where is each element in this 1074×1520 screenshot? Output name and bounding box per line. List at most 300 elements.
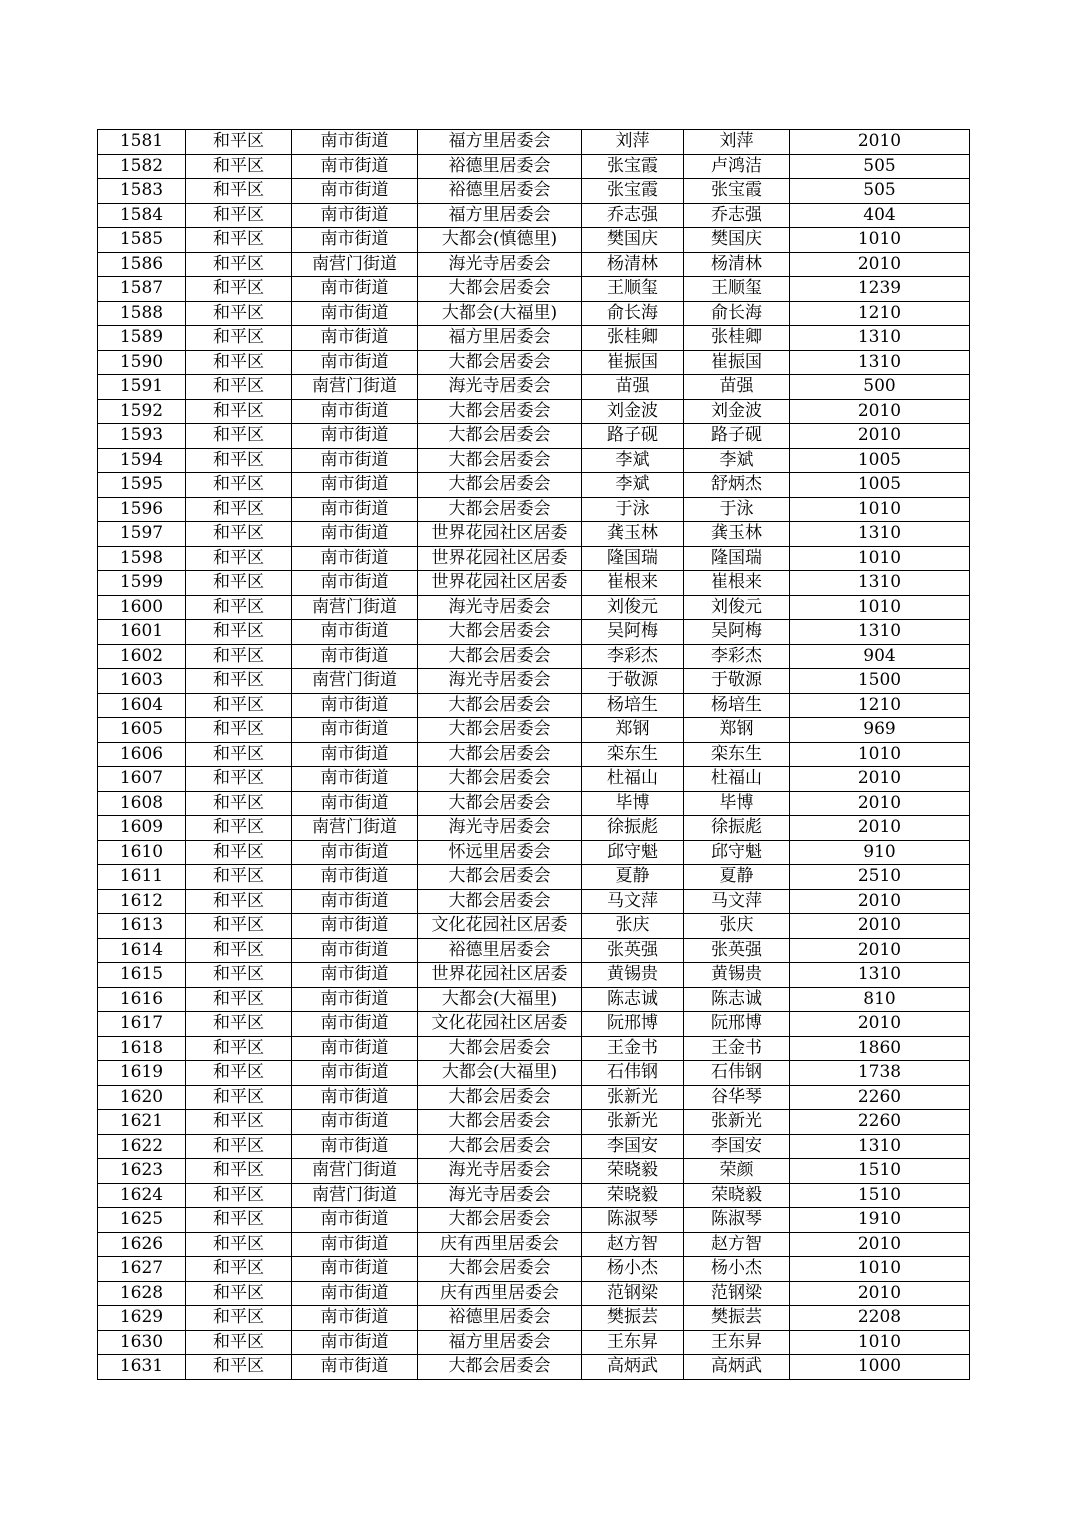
row-number-cell: 1619: [98, 1061, 186, 1086]
amount-cell: 1310: [790, 1134, 970, 1159]
applicant-cell: 杨培生: [582, 693, 684, 718]
committee-cell: 大都会居委会: [418, 742, 582, 767]
applicant-cell: 杨小杰: [582, 1257, 684, 1282]
row-number-cell: 1624: [98, 1183, 186, 1208]
committee-cell: 海光寺居委会: [418, 375, 582, 400]
row-number-cell: 1592: [98, 399, 186, 424]
table-row: [98, 1061, 970, 1086]
name-cell: 李彩杰: [684, 644, 790, 669]
table-row: [98, 1355, 970, 1380]
amount-cell: 2010: [790, 791, 970, 816]
committee-cell: 大都会居委会: [418, 767, 582, 792]
name-cell: 路子砚: [684, 424, 790, 449]
amount-cell: 2010: [790, 1232, 970, 1257]
street-cell: 南市街道: [292, 546, 418, 571]
district-cell: 和平区: [186, 840, 292, 865]
row-number-cell: 1627: [98, 1257, 186, 1282]
name-cell: 邱守魁: [684, 840, 790, 865]
street-cell: 南市街道: [292, 1330, 418, 1355]
district-cell: 和平区: [186, 203, 292, 228]
table-row: [98, 375, 970, 400]
row-number-cell: 1616: [98, 987, 186, 1012]
name-cell: 荣晓毅: [684, 1183, 790, 1208]
amount-cell: 2010: [790, 130, 970, 155]
name-cell: 范钢梁: [684, 1281, 790, 1306]
name-cell: 刘金波: [684, 399, 790, 424]
name-cell: 刘萍: [684, 130, 790, 155]
committee-cell: 大都会居委会: [418, 644, 582, 669]
name-cell: 苗强: [684, 375, 790, 400]
table-row: [98, 620, 970, 645]
district-cell: 和平区: [186, 546, 292, 571]
district-cell: 和平区: [186, 620, 292, 645]
street-cell: 南市街道: [292, 154, 418, 179]
street-cell: 南营门街道: [292, 595, 418, 620]
name-cell: 崔振国: [684, 350, 790, 375]
row-number-cell: 1625: [98, 1208, 186, 1233]
committee-cell: 文化花园社区居委: [418, 1012, 582, 1037]
row-number-cell: 1586: [98, 252, 186, 277]
table-row: [98, 595, 970, 620]
committee-cell: 大都会居委会: [418, 791, 582, 816]
applicant-cell: 夏静: [582, 865, 684, 890]
committee-cell: 怀远里居委会: [418, 840, 582, 865]
street-cell: 南市街道: [292, 1110, 418, 1135]
applicant-cell: 吴阿梅: [582, 620, 684, 645]
applicant-cell: 李斌: [582, 448, 684, 473]
district-cell: 和平区: [186, 399, 292, 424]
committee-cell: 海光寺居委会: [418, 252, 582, 277]
row-number-cell: 1583: [98, 179, 186, 204]
amount-cell: 2010: [790, 252, 970, 277]
district-cell: 和平区: [186, 326, 292, 351]
amount-cell: 810: [790, 987, 970, 1012]
name-cell: 龚玉林: [684, 522, 790, 547]
table-row: [98, 767, 970, 792]
street-cell: 南市街道: [292, 718, 418, 743]
table-row: [98, 448, 970, 473]
table-row: [98, 522, 970, 547]
street-cell: 南市街道: [292, 1208, 418, 1233]
street-cell: 南营门街道: [292, 252, 418, 277]
committee-cell: 大都会居委会: [418, 350, 582, 375]
committee-cell: 大都会(大福里): [418, 987, 582, 1012]
committee-cell: 裕德里居委会: [418, 154, 582, 179]
amount-cell: 1010: [790, 1330, 970, 1355]
street-cell: 南市街道: [292, 497, 418, 522]
district-cell: 和平区: [186, 693, 292, 718]
table-row: [98, 865, 970, 890]
name-cell: 杨小杰: [684, 1257, 790, 1282]
street-cell: 南市街道: [292, 350, 418, 375]
row-number-cell: 1608: [98, 791, 186, 816]
amount-cell: 1510: [790, 1159, 970, 1184]
street-cell: 南营门街道: [292, 1183, 418, 1208]
name-cell: 杨清林: [684, 252, 790, 277]
committee-cell: 海光寺居委会: [418, 816, 582, 841]
applicant-cell: 李国安: [582, 1134, 684, 1159]
row-number-cell: 1599: [98, 571, 186, 596]
committee-cell: 裕德里居委会: [418, 938, 582, 963]
committee-cell: 世界花园社区居委: [418, 963, 582, 988]
committee-cell: 福方里居委会: [418, 326, 582, 351]
applicant-cell: 李彩杰: [582, 644, 684, 669]
row-number-cell: 1610: [98, 840, 186, 865]
row-number-cell: 1591: [98, 375, 186, 400]
district-cell: 和平区: [186, 767, 292, 792]
amount-cell: 2208: [790, 1306, 970, 1331]
table-row: [98, 326, 970, 351]
row-number-cell: 1609: [98, 816, 186, 841]
street-cell: 南市街道: [292, 1232, 418, 1257]
name-cell: 刘俊元: [684, 595, 790, 620]
row-number-cell: 1588: [98, 301, 186, 326]
row-number-cell: 1598: [98, 546, 186, 571]
name-cell: 张宝霞: [684, 179, 790, 204]
row-number-cell: 1615: [98, 963, 186, 988]
name-cell: 王东昇: [684, 1330, 790, 1355]
applicant-cell: 荣晓毅: [582, 1183, 684, 1208]
amount-cell: 2010: [790, 914, 970, 939]
applicant-cell: 栾东生: [582, 742, 684, 767]
street-cell: 南市街道: [292, 1257, 418, 1282]
table-row: [98, 889, 970, 914]
amount-cell: 2010: [790, 767, 970, 792]
street-cell: 南市街道: [292, 791, 418, 816]
applicant-cell: 王金书: [582, 1036, 684, 1061]
committee-cell: 大都会居委会: [418, 1134, 582, 1159]
district-cell: 和平区: [186, 179, 292, 204]
amount-cell: 1310: [790, 326, 970, 351]
applicant-cell: 阮邢博: [582, 1012, 684, 1037]
amount-cell: 1010: [790, 497, 970, 522]
row-number-cell: 1604: [98, 693, 186, 718]
district-cell: 和平区: [186, 742, 292, 767]
table-row: [98, 1281, 970, 1306]
applicant-cell: 张宝霞: [582, 154, 684, 179]
table-row: [98, 987, 970, 1012]
district-cell: 和平区: [186, 718, 292, 743]
name-cell: 吴阿梅: [684, 620, 790, 645]
table-row: [98, 130, 970, 155]
name-cell: 俞长海: [684, 301, 790, 326]
amount-cell: 2010: [790, 424, 970, 449]
committee-cell: 大都会居委会: [418, 718, 582, 743]
street-cell: 南市街道: [292, 742, 418, 767]
table-row: [98, 693, 970, 718]
name-cell: 荣颜: [684, 1159, 790, 1184]
applicant-cell: 毕博: [582, 791, 684, 816]
row-number-cell: 1587: [98, 277, 186, 302]
district-cell: 和平区: [186, 350, 292, 375]
street-cell: 南市街道: [292, 1134, 418, 1159]
district-cell: 和平区: [186, 1232, 292, 1257]
amount-cell: 1210: [790, 301, 970, 326]
street-cell: 南市街道: [292, 301, 418, 326]
amount-cell: 1210: [790, 693, 970, 718]
name-cell: 王金书: [684, 1036, 790, 1061]
applicant-cell: 马文萍: [582, 889, 684, 914]
applicant-cell: 张英强: [582, 938, 684, 963]
amount-cell: 904: [790, 644, 970, 669]
table-row: [98, 497, 970, 522]
amount-cell: 1005: [790, 473, 970, 498]
committee-cell: 大都会居委会: [418, 865, 582, 890]
street-cell: 南市街道: [292, 865, 418, 890]
table-row: [98, 203, 970, 228]
street-cell: 南市街道: [292, 1012, 418, 1037]
table-row: [98, 1257, 970, 1282]
name-cell: 黄锡贵: [684, 963, 790, 988]
applicant-cell: 路子砚: [582, 424, 684, 449]
applicant-cell: 张新光: [582, 1110, 684, 1135]
amount-cell: 1510: [790, 1183, 970, 1208]
committee-cell: 大都会居委会: [418, 1355, 582, 1380]
street-cell: 南营门街道: [292, 669, 418, 694]
district-cell: 和平区: [186, 1159, 292, 1184]
committee-cell: 大都会居委会: [418, 448, 582, 473]
amount-cell: 2010: [790, 1281, 970, 1306]
table-row: [98, 252, 970, 277]
name-cell: 陈志诚: [684, 987, 790, 1012]
row-number-cell: 1581: [98, 130, 186, 155]
street-cell: 南市街道: [292, 938, 418, 963]
committee-cell: 裕德里居委会: [418, 1306, 582, 1331]
table-row: [98, 1012, 970, 1037]
district-cell: 和平区: [186, 375, 292, 400]
district-cell: 和平区: [186, 1183, 292, 1208]
district-cell: 和平区: [186, 1208, 292, 1233]
table-row: [98, 644, 970, 669]
applicant-cell: 刘金波: [582, 399, 684, 424]
district-cell: 和平区: [186, 889, 292, 914]
table-row: [98, 1159, 970, 1184]
district-cell: 和平区: [186, 1085, 292, 1110]
street-cell: 南市街道: [292, 889, 418, 914]
row-number-cell: 1595: [98, 473, 186, 498]
table-row: [98, 963, 970, 988]
applicant-cell: 郑钢: [582, 718, 684, 743]
name-cell: 张英强: [684, 938, 790, 963]
table-row: [98, 424, 970, 449]
district-cell: 和平区: [186, 1257, 292, 1282]
row-number-cell: 1585: [98, 228, 186, 253]
table-row: [98, 816, 970, 841]
row-number-cell: 1628: [98, 1281, 186, 1306]
amount-cell: 1910: [790, 1208, 970, 1233]
street-cell: 南市街道: [292, 130, 418, 155]
district-cell: 和平区: [186, 522, 292, 547]
table-body: [98, 130, 970, 1380]
applicant-cell: 荣晓毅: [582, 1159, 684, 1184]
table-row: [98, 1232, 970, 1257]
applicant-cell: 陈志诚: [582, 987, 684, 1012]
table-row: [98, 179, 970, 204]
row-number-cell: 1606: [98, 742, 186, 767]
applicant-cell: 范钢梁: [582, 1281, 684, 1306]
row-number-cell: 1584: [98, 203, 186, 228]
row-number-cell: 1593: [98, 424, 186, 449]
district-cell: 和平区: [186, 1036, 292, 1061]
amount-cell: 1738: [790, 1061, 970, 1086]
applicant-cell: 杜福山: [582, 767, 684, 792]
district-cell: 和平区: [186, 669, 292, 694]
district-cell: 和平区: [186, 473, 292, 498]
name-cell: 马文萍: [684, 889, 790, 914]
district-cell: 和平区: [186, 914, 292, 939]
row-number-cell: 1618: [98, 1036, 186, 1061]
committee-cell: 大都会居委会: [418, 1110, 582, 1135]
applicant-cell: 陈淑琴: [582, 1208, 684, 1233]
applicant-cell: 杨清林: [582, 252, 684, 277]
table-row: [98, 571, 970, 596]
applicant-cell: 刘萍: [582, 130, 684, 155]
committee-cell: 大都会居委会: [418, 693, 582, 718]
name-cell: 杨培生: [684, 693, 790, 718]
row-number-cell: 1603: [98, 669, 186, 694]
row-number-cell: 1630: [98, 1330, 186, 1355]
amount-cell: 1310: [790, 350, 970, 375]
table-row: [98, 669, 970, 694]
row-number-cell: 1613: [98, 914, 186, 939]
applicant-cell: 赵方智: [582, 1232, 684, 1257]
amount-cell: 1310: [790, 963, 970, 988]
street-cell: 南市街道: [292, 914, 418, 939]
applicant-cell: 高炳武: [582, 1355, 684, 1380]
amount-cell: 500: [790, 375, 970, 400]
committee-cell: 大都会居委会: [418, 1257, 582, 1282]
committee-cell: 大都会居委会: [418, 497, 582, 522]
street-cell: 南市街道: [292, 179, 418, 204]
street-cell: 南市街道: [292, 767, 418, 792]
committee-cell: 福方里居委会: [418, 203, 582, 228]
street-cell: 南市街道: [292, 522, 418, 547]
district-cell: 和平区: [186, 1330, 292, 1355]
name-cell: 栾东生: [684, 742, 790, 767]
committee-cell: 大都会居委会: [418, 473, 582, 498]
applicant-cell: 俞长海: [582, 301, 684, 326]
table-row: [98, 1036, 970, 1061]
table-row: [98, 742, 970, 767]
table-row: [98, 399, 970, 424]
name-cell: 杜福山: [684, 767, 790, 792]
row-number-cell: 1602: [98, 644, 186, 669]
street-cell: 南营门街道: [292, 375, 418, 400]
row-number-cell: 1594: [98, 448, 186, 473]
name-cell: 崔根来: [684, 571, 790, 596]
table-row: [98, 1330, 970, 1355]
row-number-cell: 1623: [98, 1159, 186, 1184]
district-cell: 和平区: [186, 497, 292, 522]
table-row: [98, 154, 970, 179]
street-cell: 南营门街道: [292, 1159, 418, 1184]
amount-cell: 1010: [790, 1257, 970, 1282]
district-cell: 和平区: [186, 252, 292, 277]
committee-cell: 世界花园社区居委: [418, 571, 582, 596]
committee-cell: 世界花园社区居委: [418, 522, 582, 547]
row-number-cell: 1611: [98, 865, 186, 890]
committee-cell: 大都会居委会: [418, 277, 582, 302]
applicant-cell: 苗强: [582, 375, 684, 400]
name-cell: 卢鸿洁: [684, 154, 790, 179]
amount-cell: 1010: [790, 742, 970, 767]
district-cell: 和平区: [186, 1134, 292, 1159]
committee-cell: 大都会居委会: [418, 1208, 582, 1233]
district-cell: 和平区: [186, 130, 292, 155]
district-cell: 和平区: [186, 1306, 292, 1331]
applicant-cell: 石伟钢: [582, 1061, 684, 1086]
name-cell: 毕博: [684, 791, 790, 816]
district-cell: 和平区: [186, 424, 292, 449]
amount-cell: 505: [790, 154, 970, 179]
street-cell: 南市街道: [292, 1061, 418, 1086]
table-row: [98, 1208, 970, 1233]
committee-cell: 大都会(大福里): [418, 1061, 582, 1086]
name-cell: 李国安: [684, 1134, 790, 1159]
row-number-cell: 1622: [98, 1134, 186, 1159]
row-number-cell: 1614: [98, 938, 186, 963]
district-cell: 和平区: [186, 987, 292, 1012]
table-row: [98, 718, 970, 743]
table-row: [98, 1306, 970, 1331]
street-cell: 南市街道: [292, 571, 418, 596]
street-cell: 南市街道: [292, 424, 418, 449]
name-cell: 樊国庆: [684, 228, 790, 253]
applicant-cell: 刘俊元: [582, 595, 684, 620]
table-row: [98, 1134, 970, 1159]
amount-cell: 404: [790, 203, 970, 228]
committee-cell: 大都会(大福里): [418, 301, 582, 326]
applicant-cell: 张桂卿: [582, 326, 684, 351]
street-cell: 南市街道: [292, 1281, 418, 1306]
name-cell: 王顺玺: [684, 277, 790, 302]
applicant-cell: 于泳: [582, 497, 684, 522]
row-number-cell: 1582: [98, 154, 186, 179]
district-cell: 和平区: [186, 816, 292, 841]
applicant-cell: 崔根来: [582, 571, 684, 596]
name-cell: 阮邢博: [684, 1012, 790, 1037]
applicant-cell: 李斌: [582, 473, 684, 498]
street-cell: 南市街道: [292, 228, 418, 253]
name-cell: 陈淑琴: [684, 1208, 790, 1233]
table-row: [98, 350, 970, 375]
amount-cell: 2010: [790, 816, 970, 841]
row-number-cell: 1629: [98, 1306, 186, 1331]
table-row: [98, 1110, 970, 1135]
name-cell: 高炳武: [684, 1355, 790, 1380]
row-number-cell: 1601: [98, 620, 186, 645]
street-cell: 南市街道: [292, 693, 418, 718]
table-row: [98, 301, 970, 326]
table-row: [98, 1183, 970, 1208]
amount-cell: 1239: [790, 277, 970, 302]
amount-cell: 2010: [790, 1012, 970, 1037]
district-cell: 和平区: [186, 228, 292, 253]
street-cell: 南市街道: [292, 203, 418, 228]
applicant-cell: 樊国庆: [582, 228, 684, 253]
street-cell: 南市街道: [292, 473, 418, 498]
table-row: [98, 938, 970, 963]
name-cell: 郑钢: [684, 718, 790, 743]
table-row: [98, 840, 970, 865]
committee-cell: 世界花园社区居委: [418, 546, 582, 571]
name-cell: 徐振彪: [684, 816, 790, 841]
row-number-cell: 1600: [98, 595, 186, 620]
committee-cell: 大都会居委会: [418, 424, 582, 449]
row-number-cell: 1607: [98, 767, 186, 792]
amount-cell: 1010: [790, 228, 970, 253]
district-cell: 和平区: [186, 1061, 292, 1086]
